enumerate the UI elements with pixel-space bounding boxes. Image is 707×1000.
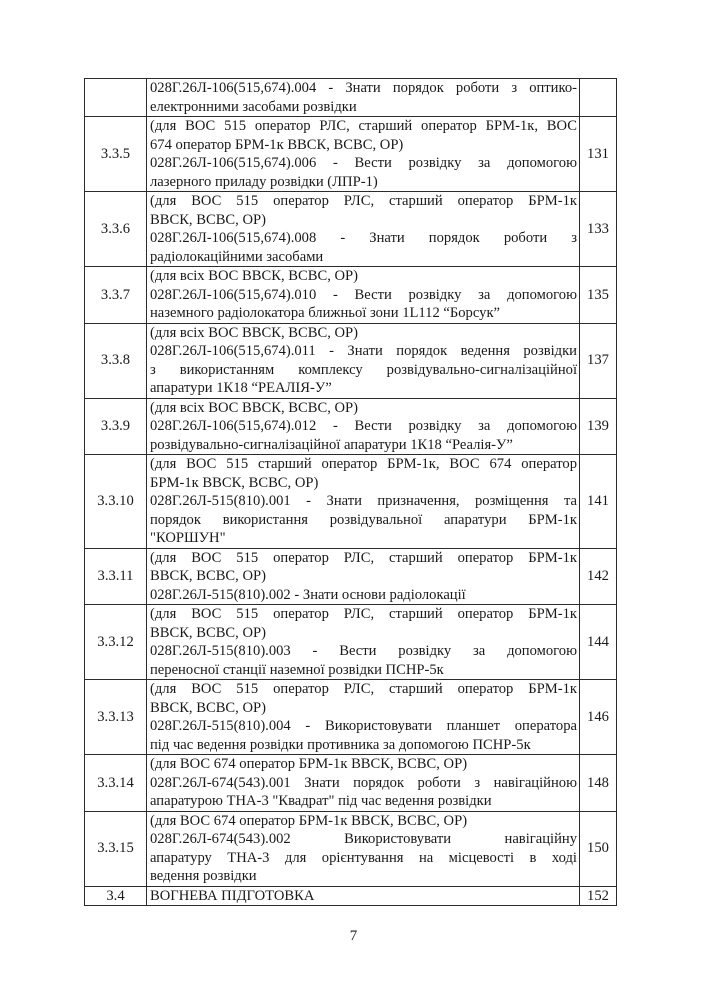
description-line: (для ВОС 515 оператор РЛС, старший оператор БРМ-1к bbox=[150, 549, 577, 566]
section-number: 3.3.13 bbox=[85, 680, 147, 755]
page-reference: 146 bbox=[580, 680, 617, 755]
page-reference bbox=[580, 79, 617, 117]
section-description bbox=[147, 192, 580, 267]
description-line: 028Г.26Л-674(543).002 Використовувати навігаційну bbox=[150, 831, 577, 847]
contents-row bbox=[85, 605, 617, 680]
section-number: 3.3.5 bbox=[85, 117, 147, 192]
section-number: 3.3.14 bbox=[85, 755, 147, 812]
section-description bbox=[147, 323, 580, 398]
page-reference: 137 bbox=[580, 323, 617, 398]
description-line: ВОГНЕВА ПІДГОТОВКА bbox=[150, 887, 315, 904]
description-line: 028Г.26Л-515(810).004 - Використовувати планшет оператора bbox=[150, 718, 577, 734]
section-number: 3.3.12 bbox=[85, 605, 147, 680]
page-reference: 152 bbox=[580, 886, 617, 906]
contents-row bbox=[85, 192, 617, 267]
description-line: 028Г.26Л-515(810).001 - Знати призначення, розміщення та bbox=[150, 493, 577, 509]
description-line: ВВСК, ВСВС, ОР) bbox=[150, 624, 266, 641]
section-number: 3.3.15 bbox=[85, 811, 147, 886]
description-line: (для ВОС 674 оператор БРМ-1к ВВСК, ВСВС, ОР) bbox=[150, 756, 468, 772]
description-line: (для ВОС 515 старший оператор БРМ-1к, ВОС 674 оператор bbox=[150, 456, 577, 472]
description-line: електронними засобами розвідки bbox=[150, 98, 357, 115]
page-reference: 141 bbox=[580, 455, 617, 549]
contents-table-body bbox=[85, 79, 617, 906]
section-number: 3.3.7 bbox=[85, 267, 147, 324]
section-number: 3.3.8 bbox=[85, 323, 147, 398]
contents-row bbox=[85, 267, 617, 324]
section-description bbox=[147, 755, 580, 812]
page-reference: 139 bbox=[580, 398, 617, 455]
description-line: розвідувально-сигналізаційної апаратури 1К18 “Реалія-У” bbox=[150, 436, 513, 453]
description-line: 028Г.26Л-106(515,674).004 - Знати порядок роботи з оптико- bbox=[150, 80, 577, 96]
section-description bbox=[147, 886, 580, 906]
description-line: 028Г.26Л-106(515,674).011 - Знати порядок ведення розвідки bbox=[150, 343, 577, 359]
section-description bbox=[147, 605, 580, 680]
section-number: 3.3.11 bbox=[85, 548, 147, 605]
section-description bbox=[147, 455, 580, 549]
contents-row bbox=[85, 79, 617, 117]
contents-row bbox=[85, 755, 617, 812]
description-line: ВВСК, ВСВС, ОР) bbox=[150, 211, 266, 228]
page-reference: 144 bbox=[580, 605, 617, 680]
description-line: (для всіх ВОС ВВСК, ВСВС, ОР) bbox=[150, 399, 359, 416]
description-line: (для ВОС 515 оператор РЛС, старший оператор БРМ-1к bbox=[150, 193, 577, 209]
description-line: (для ВОС 515 оператор РЛС, старший оператор БРМ-1к, ВОС bbox=[150, 118, 577, 134]
section-description bbox=[147, 811, 580, 886]
page-reference: 131 bbox=[580, 117, 617, 192]
contents-row bbox=[85, 811, 617, 886]
page-reference: 133 bbox=[580, 192, 617, 267]
description-line: (для ВОС 515 оператор РЛС, старший оператор БРМ-1к bbox=[150, 681, 577, 697]
description-line: ВВСК, ВСВС, ОР) bbox=[150, 699, 266, 716]
description-line: 028Г.26Л-106(515,674).010 - Вести розвідку за допомогою bbox=[150, 286, 577, 303]
page-reference: 142 bbox=[580, 548, 617, 605]
description-line: 674 оператор БРМ-1к ВВСК, ВСВС, ОР) bbox=[150, 136, 404, 153]
section-number: 3.3.6 bbox=[85, 192, 147, 267]
section-description bbox=[147, 267, 580, 324]
section-description bbox=[147, 680, 580, 755]
description-line: (для ВОС 515 оператор РЛС, старший оператор БРМ-1к bbox=[150, 606, 577, 622]
description-line: під час ведення розвідки противника за допомогою ПСНР-5к bbox=[150, 736, 531, 753]
description-line: 028Г.26Л-674(543).001 Знати порядок роботи з навігаційною bbox=[150, 774, 577, 791]
description-line: порядок використання розвідувальної апаратури БРМ-1к bbox=[150, 511, 577, 528]
contents-row bbox=[85, 323, 617, 398]
section-description bbox=[147, 398, 580, 455]
description-line: 028Г.26Л-106(515,674).012 - Вести розвідку за допомогою bbox=[150, 418, 577, 434]
contents-row bbox=[85, 886, 617, 906]
page-reference: 135 bbox=[580, 267, 617, 324]
description-line: переносної станції наземної розвідки ПСНР-5к bbox=[150, 661, 444, 678]
description-line: апаратурою ТНА-3 "Квадрат" під час ведення розвідки bbox=[150, 793, 492, 809]
contents-row bbox=[85, 455, 617, 549]
section-description bbox=[147, 79, 580, 117]
contents-row bbox=[85, 680, 617, 755]
description-line: БРМ-1к ВВСК, ВСВС, ОР) bbox=[150, 474, 319, 491]
description-line: (для ВОС 674 оператор БРМ-1к ВВСК, ВСВС, ОР) bbox=[150, 812, 468, 829]
description-line: ВВСК, ВСВС, ОР) bbox=[150, 568, 266, 584]
description-line: з використанням комплексу розвідувально-сигналізаційної bbox=[150, 361, 577, 378]
contents-table bbox=[84, 78, 617, 906]
description-line: 028Г.26Л-106(515,674).008 - Знати порядок роботи з bbox=[150, 230, 577, 246]
description-line: наземного радіолокатора ближньої зони 1L112 “Борсук” bbox=[150, 305, 501, 321]
page-reference: 148 bbox=[580, 755, 617, 812]
section-number: 3.4 bbox=[85, 886, 147, 906]
description-line: 028Г.26Л-515(810).003 - Вести розвідку за допомогою bbox=[150, 643, 577, 659]
description-line: лазерного приладу розвідки (ЛПР-1) bbox=[150, 173, 378, 190]
contents-row bbox=[85, 117, 617, 192]
section-description bbox=[147, 548, 580, 605]
contents-row bbox=[85, 548, 617, 605]
page-number: 7 bbox=[349, 928, 358, 944]
description-line: 028Г.26Л-106(515,674).006 - Вести розвідку за допомогою bbox=[150, 155, 577, 171]
section-number bbox=[85, 79, 147, 117]
description-line: ведення розвідки bbox=[150, 868, 257, 884]
section-number: 3.3.9 bbox=[85, 398, 147, 455]
section-number: 3.3.10 bbox=[85, 455, 147, 549]
description-line: радіолокаційними засобами bbox=[150, 248, 324, 265]
contents-row bbox=[85, 398, 617, 455]
description-line: (для всіх ВОС ВВСК, ВСВС, ОР) bbox=[150, 324, 359, 341]
description-line: апаратури 1К18 “РЕАЛІЯ-У” bbox=[150, 380, 332, 396]
description-line: 028Г.26Л-515(810).002 - Знати основи радіолокації bbox=[150, 586, 466, 603]
section-description bbox=[147, 117, 580, 192]
description-line: "КОРШУН" bbox=[150, 530, 226, 546]
description-line: (для всіх ВОС ВВСК, ВСВС, ОР) bbox=[150, 268, 359, 284]
page-reference: 150 bbox=[580, 811, 617, 886]
description-line: апаратуру ТНА-3 для орієнтування на місцевості в ході bbox=[150, 849, 577, 866]
